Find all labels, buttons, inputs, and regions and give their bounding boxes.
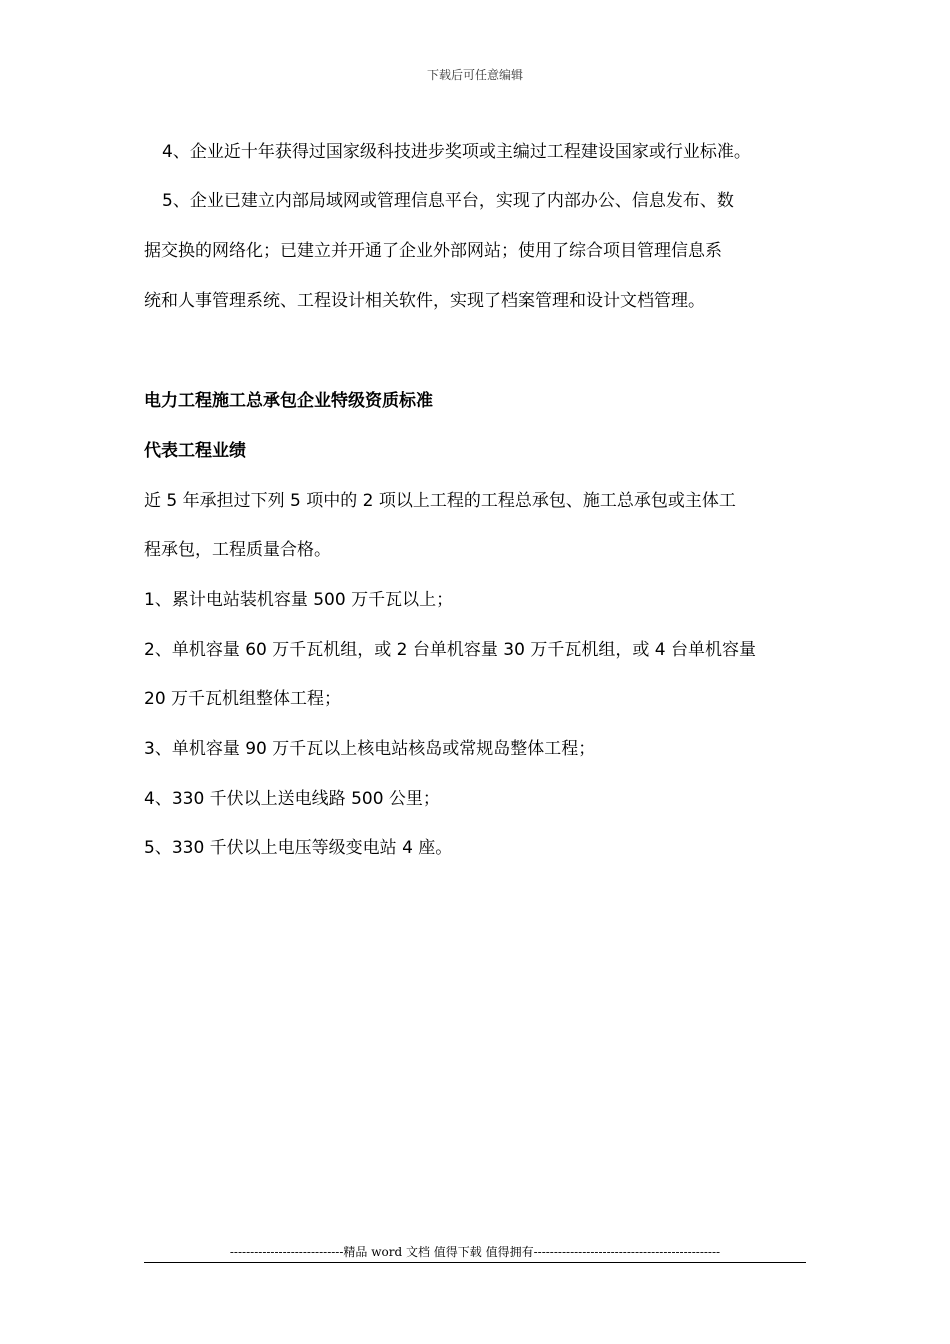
section-heading: 电力工程施工总承包企业特级资质标准 — [144, 391, 433, 411]
footer-divider — [144, 1262, 806, 1263]
paragraph-line: 5、企业已建立内部局域网或管理信息平台，实现了内部办公、信息发布、数 — [162, 191, 734, 211]
list-item: 5、330 千伏以上电压等级变电站 4 座。 — [144, 838, 453, 858]
page-header: 下载后可任意编辑 — [426, 68, 523, 82]
paragraph-line: 4、企业近十年获得过国家级科技进步奖项或主编过工程建设国家或行业标准。 — [162, 142, 751, 162]
paragraph-line: 据交换的网络化；已建立并开通了企业外部网站；使用了综合项目管理信息系 — [144, 241, 722, 261]
paragraph-line: 统和人事管理系统、工程设计相关软件，实现了档案管理和设计文档管理。 — [144, 291, 705, 311]
page-footer: ----------------------------精品 word 文档 值得下载 值得拥有---------------------------------------------- — [229, 1245, 721, 1259]
list-item: 2、单机容量 60 万千瓦机组，或 2 台单机容量 30 万千瓦机组，或 4 台单机容量 — [144, 640, 756, 660]
paragraph-line: 近 5 年承担过下列 5 项中的 2 项以上工程的工程总承包、施工总承包或主体工 — [144, 491, 736, 511]
list-item: 20 万千瓦机组整体工程； — [144, 689, 342, 709]
list-item: 1、累计电站装机容量 500 万千瓦以上； — [144, 590, 454, 610]
paragraph-line: 程承包，工程质量合格。 — [144, 540, 331, 560]
subsection-heading: 代表工程业绩 — [144, 441, 246, 461]
list-item: 3、单机容量 90 万千瓦以上核电站核岛或常规岛整体工程； — [144, 739, 596, 759]
list-item: 4、330 千伏以上送电线路 500 公里； — [144, 789, 440, 809]
